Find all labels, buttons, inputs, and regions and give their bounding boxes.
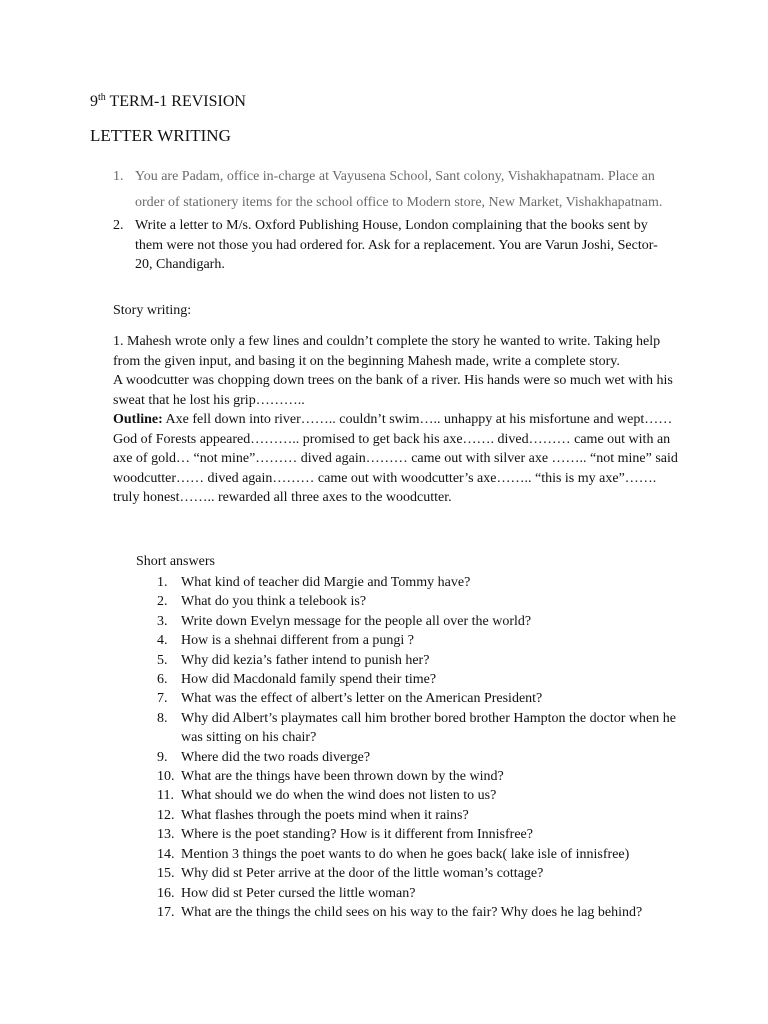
story-writing-block	[113, 332, 678, 508]
list-item	[157, 670, 697, 689]
item-number: 1.	[157, 575, 168, 590]
item-text: Write down Evelyn message for the people all over the world?	[181, 613, 532, 629]
item-number: 15.	[157, 866, 175, 882]
item-text: What should we do when the wind does not listen to us?	[181, 788, 497, 804]
letter-writing-list	[113, 164, 673, 275]
list-item	[157, 786, 697, 805]
story-writing-heading: Story writing:	[113, 303, 192, 318]
item-number: 3.	[157, 613, 168, 629]
item-number: 6.	[157, 672, 168, 688]
item-number: 13.	[157, 827, 175, 843]
item-number: 14.	[157, 846, 175, 862]
list-item	[113, 216, 673, 275]
list-item	[157, 631, 697, 650]
item-number: 1.	[113, 169, 124, 184]
item-text: How did Macdonald family spend their time?	[181, 672, 437, 688]
list-item	[157, 689, 697, 708]
story-intro: 1. Mahesh wrote only a few lines and couldn’t complete the story he wanted to write. Taking help from the given input, and basing it on the beginning Mahesh made, write a complete story.	[113, 334, 661, 369]
item-number: 7.	[157, 691, 168, 707]
item-number: 8.	[157, 710, 168, 726]
outline-label: Outline:	[113, 412, 163, 427]
title-rest: TERM-1 REVISION	[105, 93, 246, 110]
list-item	[157, 884, 697, 903]
item-number: 12.	[157, 807, 175, 823]
item-number: 2.	[113, 218, 124, 233]
item-number: 10.	[157, 769, 175, 785]
item-number: 4.	[157, 633, 168, 649]
item-text: What are the things the child sees on his way to the fair? Why does he lag behind?	[181, 904, 643, 920]
list-item	[157, 748, 697, 767]
item-number: 5.	[157, 652, 168, 668]
item-number: 9.	[157, 749, 168, 765]
list-item	[157, 612, 697, 631]
list-item	[157, 845, 697, 864]
grade-number: 9	[90, 93, 98, 110]
item-text: How is a shehnai different from a pungi ?	[181, 633, 415, 649]
letter-writing-heading: LETTER WRITING	[90, 126, 231, 145]
list-item	[157, 651, 697, 670]
list-item	[157, 592, 697, 611]
item-text: What kind of teacher did Margie and Tommy have?	[181, 575, 471, 590]
item-text: Mention 3 things the poet wants to do when he goes back( lake isle of innisfree)	[181, 846, 630, 862]
item-text: Where did the two roads diverge?	[181, 749, 371, 765]
item-text: Where is the poet standing? How is it different from Innisfree?	[181, 827, 533, 843]
item-text: Write a letter to M/s. Oxford Publishing House, London complaining that the books sent by them were not those you had ordered for. Ask for a replacement. You are Varun Joshi, Sector-20, Chandigarh.	[135, 218, 658, 272]
list-item	[157, 806, 697, 825]
item-text: Why did st Peter arrive at the door of the little woman’s cottage?	[181, 866, 544, 882]
list-item	[113, 164, 673, 216]
list-item	[157, 864, 697, 883]
item-number: 16.	[157, 885, 175, 901]
page-title	[90, 93, 246, 111]
item-text: What are the things have been thrown down by the wind?	[181, 769, 504, 785]
grade-suffix: th	[98, 92, 106, 103]
item-text: What do you think a telebook is?	[181, 594, 367, 610]
list-item	[157, 573, 697, 592]
list-item	[157, 903, 697, 922]
item-text: What flashes through the poets mind when it rains?	[181, 807, 469, 823]
item-text: What was the effect of albert’s letter on the American President?	[181, 691, 543, 707]
item-number: 2.	[157, 594, 168, 610]
item-text: How did st Peter cursed the little woman?	[181, 885, 416, 901]
list-item	[157, 767, 697, 786]
item-text: Why did Albert’s playmates call him brother bored brother Hampton the doctor when he was sitting on his chair?	[181, 710, 676, 746]
story-beginning: A woodcutter was chopping down trees on the bank of a river. His hands were so much wet with his sweat that he lost his grip………..	[113, 373, 673, 408]
item-text: You are Padam, office in-charge at Vayusena School, Sant colony, Vishakhapatnam. Place an order of stationery items for the school office to Modern store, New Market, Vishakhapatnam.	[135, 169, 663, 210]
item-number: 17.	[157, 904, 175, 920]
item-number: 11.	[157, 788, 174, 804]
short-answers-heading: Short answers	[136, 554, 215, 569]
list-item	[157, 709, 697, 748]
story-outline	[113, 410, 678, 508]
list-item	[157, 825, 697, 844]
item-text: Why did kezia’s father intend to punish her?	[181, 652, 430, 668]
outline-text: Axe fell down into river…….. couldn’t swim….. unhappy at his misfortune and wept…… God of Forests appeared……….. promised to get back his axe……. dived……… came out with an axe of gold… “not mine”……… dived again……… came out with silver axe …….. “not mine” said woodcutter…… dived again……… came out with woodcutter’s axe…….. “this is my axe”……. truly honest…….. rewarded all three axes to the woodcutter.	[113, 412, 678, 505]
short-answers-list	[157, 573, 697, 922]
